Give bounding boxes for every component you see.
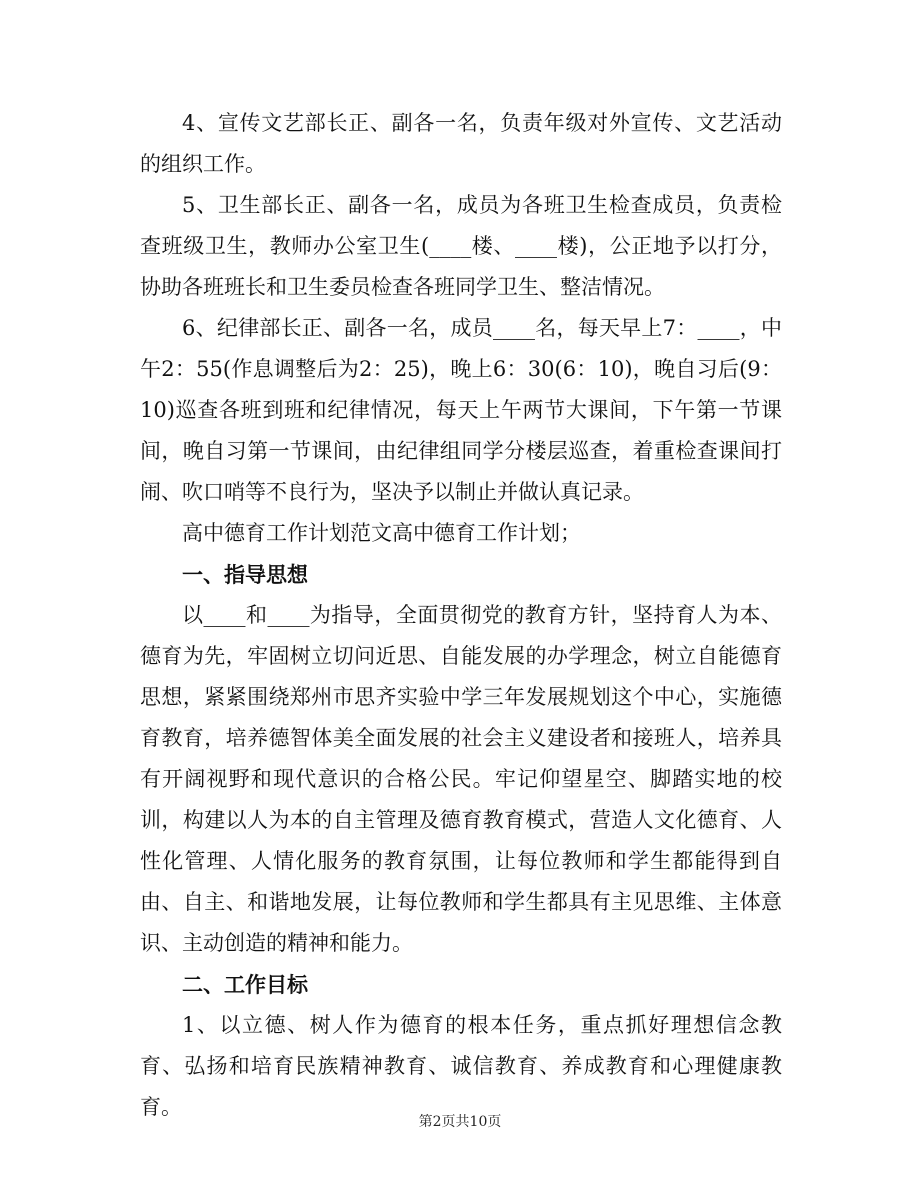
paragraph-propaganda-dept: 4、宣传文艺部长正、副各一名，负责年级对外宣传、文艺活动的组织工作。 bbox=[140, 111, 782, 176]
paragraph-hygiene-dept: 5、卫生部长正、副各一名，成员为各班卫生检查成员，负责检查班级卫生，教师办公室卫生(____楼、____楼)，公正地予以打分，协助各班班长和卫生委员检查各班同学卫生、整洁情况。 bbox=[140, 193, 782, 299]
paragraph-guiding-ideology: 以____和____为指导，全面贯彻党的教育方针，坚持育人为本、德育为先，牢固树立切问近思、自能发展的办学理念，树立自能德育思想，紧紧围绕郑州市思齐实验中学三年发展规划这个中心，实施德育教育，培养德智体美全面发展的社会主义建设者和接班人，培养具有开阔视野和现代意识的合格公民。牢记仰望星空、脚踏实地的校训，构建以人为本的自主管理及德育教育模式，营造人文化德育、人性化管理、人情化服务的教育氛围，让每位教师和学生都能得到自由、自主、和谐地发展，让每位教师和学生都具有主见思维、主体意识、主动创造的精神和能力。 bbox=[140, 603, 782, 955]
paragraph-discipline-dept: 6、纪律部长正、副各一名，成员____名，每天早上7：____，中午2：55(作息调整后为2：25)，晚上6：30(6：10)，晚自习后(9：10)巡查各班到班和纪律情况，每天上午两节大课间，下午第一节课间，晚自习第一节课间，由纪律组同学分楼层巡查，着重检查课间打闹、吹口哨等不良行为，坚决予以制止并做认真记录。 bbox=[140, 316, 782, 504]
section-heading-guiding-ideology: 一、指导思想 bbox=[182, 562, 308, 587]
page-number-footer: 第2页共10页 bbox=[418, 1114, 502, 1130]
section-heading-work-goals: 二、工作目标 bbox=[182, 972, 308, 997]
plan-title-line: 高中德育工作计划范文高中德育工作计划； bbox=[182, 521, 581, 545]
paragraph-goal-1: 1、以立德、树人作为德育的根本任务，重点抓好理想信念教育、弘扬和培育民族精神教育、诚信教育、养成教育和心理健康教育。 bbox=[140, 1013, 782, 1119]
